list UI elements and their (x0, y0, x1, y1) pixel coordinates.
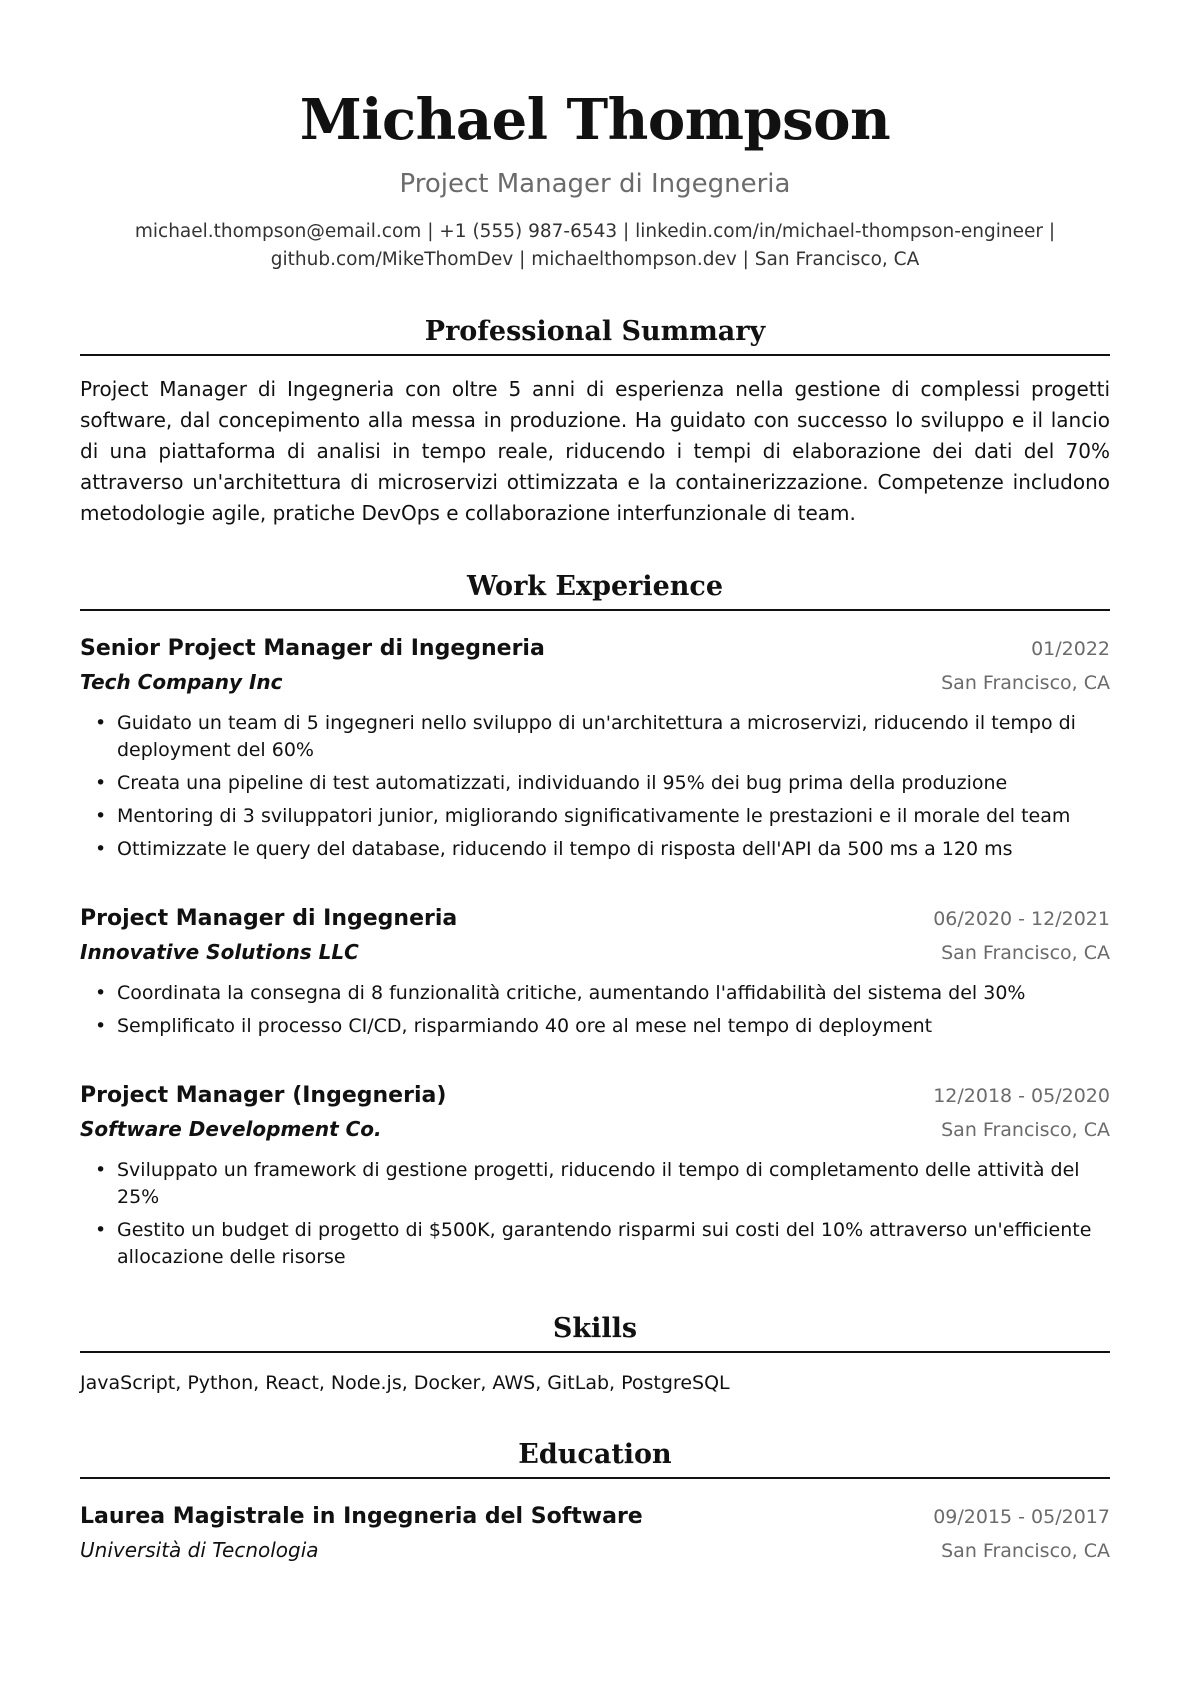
contact-line-2: github.com/MikeThomDev | michaelthompson.dev | San Francisco, CA (270, 249, 920, 270)
bullet-icon: • (95, 805, 107, 827)
bullet-item (80, 803, 1110, 830)
job-bullets (80, 710, 1110, 863)
education-section (80, 1437, 1110, 1566)
bullet-item (80, 710, 1110, 764)
experience-heading: Work Experience (80, 569, 1110, 611)
bullet-item (80, 980, 1110, 1007)
candidate-title: Project Manager di Ingegneria (399, 169, 791, 199)
contact-line-1: michael.thompson@email.com | +1 (555) 987-6543 | linkedin.com/in/michael-thompson-engineer | (134, 221, 1056, 242)
bullet-icon: • (95, 772, 107, 794)
summary-section (80, 314, 1110, 529)
experience-section (80, 569, 1110, 1271)
bullet-text: Gestito un budget di progetto di $500K, garantendo risparmi sui costi del 10% attraverso un'efficiente allocazione delle risorse (117, 1219, 1092, 1268)
bullet-text: Mentoring di 3 sviluppatori junior, migliorando significativamente le prestazioni e il morale del team (117, 805, 1071, 827)
education-heading: Education (80, 1437, 1110, 1479)
education-date: 09/2015 - 05/2017 (933, 1506, 1110, 1528)
skills-section (80, 1311, 1110, 1397)
job-title: Project Manager (Ingegneria) (80, 1083, 447, 1108)
bullet-item (80, 1157, 1110, 1211)
company-name: Software Development Co. (80, 1117, 382, 1141)
job-entry (80, 903, 1110, 1040)
bullet-text: Creata una pipeline di test automatizzati, individuando il 95% dei bug prima della produzione (117, 772, 1008, 794)
bullet-item (80, 1013, 1110, 1040)
bullet-text: Guidato un team di 5 ingegneri nello sviluppo di un'architettura a microservizi, riducendo il tempo di deployment del 60% (117, 712, 1076, 761)
skills-list: JavaScript, Python, React, Node.js, Docker, AWS, GitLab, PostgreSQL (80, 1372, 730, 1394)
job-title: Project Manager di Ingegneria (80, 906, 458, 931)
job-location: San Francisco, CA (941, 672, 1110, 694)
bullet-text: Coordinata la consegna di 8 funzionalità critiche, aumentando l'affidabilità del sistema del 30% (117, 982, 1026, 1004)
job-date: 01/2022 (1031, 638, 1110, 660)
bullet-text: Sviluppato un framework di gestione progetti, riducendo il tempo di completamento delle attività del 25% (117, 1159, 1080, 1208)
summary-text: Project Manager di Ingegneria con oltre 5 anni di esperienza nella gestione di complessi progetti software, dal concepimento alla messa in produzione. Ha guidato con successo lo sviluppo e il lancio di una piattaforma di analisi in tempo reale, riducendo i tempi di elaborazione dei dati del 70% attraverso un'architettura di microservizi ottimizzata e la containerizzazione. Competenze includono metodologie agile, pratiche DevOps e collaborazione interfunzionale di team. (80, 377, 1110, 525)
bullet-icon: • (95, 1015, 107, 1037)
bullet-icon: • (95, 712, 107, 734)
bullet-text: Semplificato il processo CI/CD, risparmiando 40 ore al mese nel tempo di deployment (117, 1015, 933, 1037)
bullet-icon: • (95, 982, 107, 1004)
bullet-item (80, 1217, 1110, 1271)
job-entry (80, 1080, 1110, 1271)
bullet-text: Ottimizzate le query del database, riducendo il tempo di risposta dell'API da 500 ms a 120 ms (117, 838, 1013, 860)
summary-heading: Professional Summary (80, 314, 1110, 356)
degree-title: Laurea Magistrale in Ingegneria del Software (80, 1504, 643, 1529)
job-location: San Francisco, CA (941, 1119, 1110, 1141)
job-title: Senior Project Manager di Ingegneria (80, 636, 545, 661)
bullet-item (80, 770, 1110, 797)
education-entry (80, 1501, 1110, 1566)
bullet-icon: • (95, 1159, 107, 1181)
company-name: Tech Company Inc (80, 670, 283, 694)
job-entry (80, 633, 1110, 863)
education-location: San Francisco, CA (941, 1540, 1110, 1562)
candidate-name: Michael Thompson (299, 87, 891, 153)
job-bullets (80, 1157, 1110, 1271)
bullet-icon: • (95, 838, 107, 860)
school-name: Università di Tecnologia (80, 1538, 319, 1562)
job-bullets (80, 980, 1110, 1040)
job-location: San Francisco, CA (941, 942, 1110, 964)
job-date: 12/2018 - 05/2020 (933, 1085, 1110, 1107)
company-name: Innovative Solutions LLC (80, 940, 359, 964)
skills-heading: Skills (80, 1311, 1110, 1353)
contact-info (80, 218, 1110, 274)
bullet-icon: • (95, 1219, 107, 1241)
job-date: 06/2020 - 12/2021 (933, 908, 1110, 930)
bullet-item (80, 836, 1110, 863)
resume-header (80, 80, 1110, 274)
